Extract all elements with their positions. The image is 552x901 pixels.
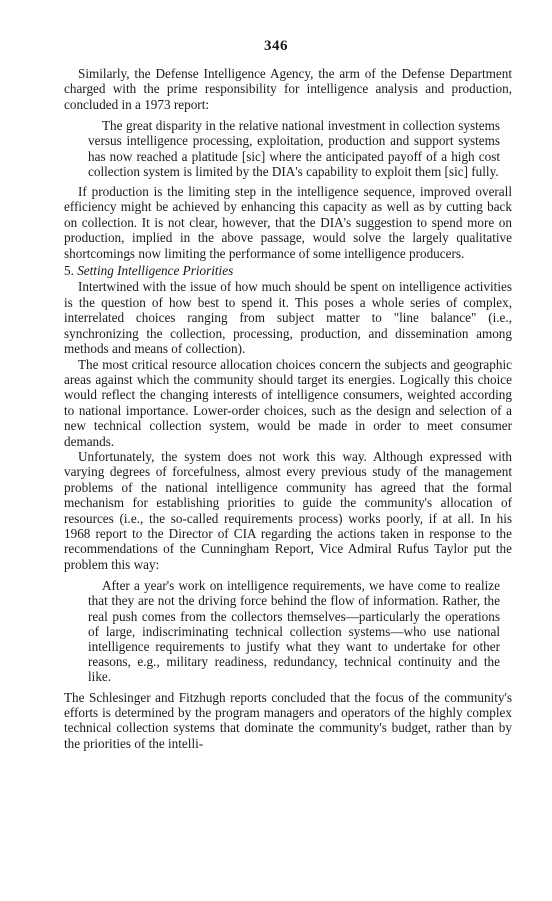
page-body [64, 66, 512, 751]
block-quote-dia [88, 118, 500, 179]
section-title: Setting Intelligence Priorities [77, 263, 234, 279]
paragraph-unfortunately: Unfortunately, the system does not work this way. Although expressed with varying degrees of forcefulness, almost every previous study of the management problems of the national intelligence community has agreed that the formal mechanism for establishing priorities to guide the community's allocation of resources (i.e., the so-called requirements process) works poorly, if at all. In his 1968 report to the Director of CIA regarding the actions taken in response to the recommendations of the Cunningham Report, Vice Admiral Rufus Taylor put the problem this way: [64, 448, 512, 572]
paragraph-resource-allocation: The most critical resource allocation choices concern the subjects and geographic areas against which the community should target its energies. Logically this choice would reflect the changing interests of intelligence consumers, weighted according to national importance. Lower-order choices, such as the design and selection of a new technical collection system, would be made in order to meet consumer demands. [64, 356, 512, 449]
page-number: 346 [264, 38, 288, 54]
quote-taylor-text: After a year's work on intelligence requirements, we have come to realize that they are not the driving force behind the flow of information. Rather, the real push comes from the collectors themselves—particularly the operations of large, indiscriminating technical collection systems—who use national intelligence requirements to justify what they want to undertake for other reasons, e.g., military readiness, redundancy, technical continuity and the like. [88, 578, 500, 685]
block-quote-taylor [88, 578, 500, 684]
paragraph-intertwined: Intertwined with the issue of how much should be spent on intelligence activities is the question of how best to spend it. This poses a whole series of complex, interrelated choices ranging from subject matter to "line balance" (i.e., synchronizing the collection, processing, production, and dissemination among methods and means of collection). [64, 279, 512, 357]
paragraph-production-limit: If production is the limiting step in the intelligence sequence, improved overall efficiency might be achieved by enhancing this capacity as well as by cutting back on collection. It is not clear, however, that the DIA's suggestion to spend more on production, implied in the above passage, would solve the largely qualitative shortcomings now limiting the performance of some intelligence producers. [64, 184, 512, 261]
paragraph-schlesinger-fitzhugh: The Schlesinger and Fitzhugh reports concluded that the focus of the community's efforts is determined by the program managers and operators of the highly complex technical collection systems that dominate the community's budget, rather than by the priorities of the intelli- [64, 689, 512, 751]
section-number: 5. [64, 263, 74, 279]
paragraph-dia-intro: Similarly, the Defense Intelligence Agency, the arm of the Defense Department charged with the prime responsibility for intelligence analysis and production, concluded in a 1973 report: [64, 66, 512, 112]
quote-dia-text: The great disparity in the relative national investment in collection systems versus intelligence processing, exploitation, production and support systems has now reached a platitude [sic] where the anticipated payoff of a high cost collection system is limited by the DIA's capability to exploit them [sic] fully. [88, 118, 500, 179]
section-heading [64, 263, 512, 278]
